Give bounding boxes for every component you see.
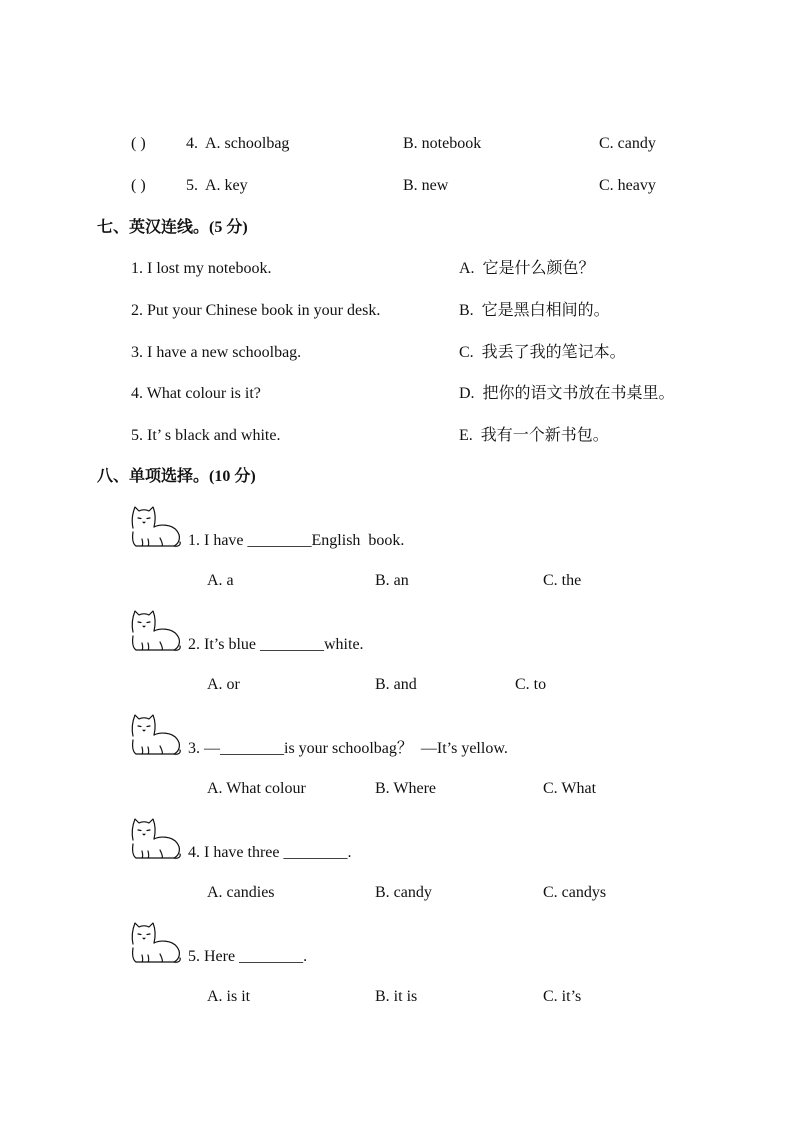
match-left-item[interactable]: 2. Put your Chinese book in your desk. <box>131 302 381 319</box>
option-b[interactable]: B. candy <box>375 884 432 901</box>
option-a[interactable]: A. a <box>207 572 234 589</box>
option-c[interactable]: C. candys <box>543 884 607 901</box>
option-a: A. key <box>205 177 248 194</box>
section-heading: 八、单项选择。(10 分) <box>97 468 256 485</box>
match-right-item[interactable]: D. 把你的语文书放在书桌里。 <box>459 385 675 402</box>
option-a[interactable]: A. candies <box>207 884 275 901</box>
option-a[interactable]: A. What colour <box>207 780 306 797</box>
match-left-item[interactable]: 1. I lost my notebook. <box>131 260 272 277</box>
match-left-item[interactable]: 4. What colour is it? <box>131 385 261 402</box>
question-stem: 5. Here ________. <box>188 948 308 965</box>
question-stem: 4. I have three ________. <box>188 844 352 861</box>
option-b[interactable]: B. it is <box>375 988 418 1005</box>
match-left-item[interactable]: 5. It’ s black and white. <box>131 427 281 444</box>
option-c: C. heavy <box>599 177 656 194</box>
option-c[interactable]: C. the <box>543 572 582 589</box>
option-b[interactable]: B. an <box>375 572 409 589</box>
option-c[interactable]: C. to <box>515 676 547 693</box>
answer-bracket[interactable]: ( ) <box>131 135 146 152</box>
question-stem: 2. It’s blue ________white. <box>188 636 364 653</box>
answer-bracket[interactable]: ( ) <box>131 177 146 194</box>
option-c: C. candy <box>599 135 656 152</box>
question-stem: 3. —________is your schoolbag？ —It’s yellow. <box>188 740 508 757</box>
cat-icon <box>130 713 182 757</box>
question-number: 4. <box>186 135 198 152</box>
option-b[interactable]: B. and <box>375 676 417 693</box>
option-c[interactable]: C. What <box>543 780 597 797</box>
match-right-item[interactable]: E. 我有一个新书包。 <box>459 427 609 444</box>
match-right-item[interactable]: B. 它是黑白相间的。 <box>459 302 610 319</box>
cat-icon <box>130 505 182 549</box>
option-a[interactable]: A. is it <box>207 988 251 1005</box>
match-right-item[interactable]: C. 我丢了我的笔记本。 <box>459 344 626 361</box>
match-left-item[interactable]: 3. I have a new schoolbag. <box>131 344 302 361</box>
question-stem: 1. I have ________English book. <box>188 532 405 549</box>
option-a[interactable]: A. or <box>207 676 240 693</box>
option-c[interactable]: C. it’s <box>543 988 582 1005</box>
section-heading: 七、英汉连线。(5 分) <box>97 219 248 236</box>
option-a: A. schoolbag <box>205 135 290 152</box>
match-right-item[interactable]: A. 它是什么颜色？ <box>459 260 595 277</box>
option-b: B. new <box>403 177 449 194</box>
question-number: 5. <box>186 177 198 194</box>
option-b: B. notebook <box>403 135 482 152</box>
option-b[interactable]: B. Where <box>375 780 437 797</box>
cat-icon <box>130 609 182 653</box>
cat-icon <box>130 817 182 861</box>
cat-icon <box>130 921 182 965</box>
